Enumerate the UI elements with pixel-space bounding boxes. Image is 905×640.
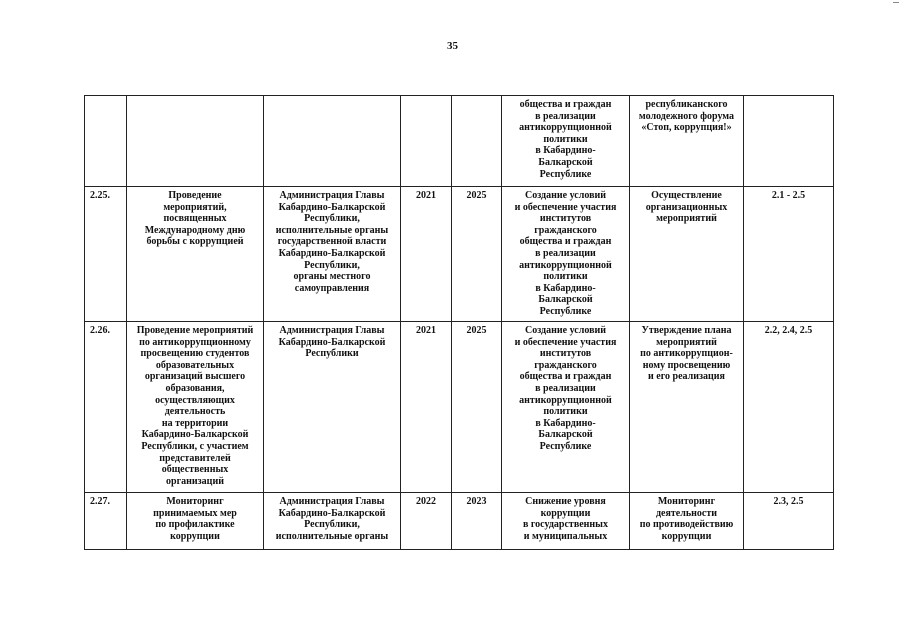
event-cell: Проведение мероприятий по антикоррупционному просвещению студентов образовательных организаций высшего образования, осуществляющих деятельность на территории Кабардино-Балкарской Республики, с участием представителей общественных организаций xyxy=(127,322,264,493)
table-row xyxy=(85,493,834,550)
end-year-cell: 2023 xyxy=(452,493,502,550)
event-cell: Проведение мероприятий, посвященных Международному дню борьбы с коррупцией xyxy=(127,187,264,322)
executor-cell: Администрация Главы Кабардино-Балкарской Республики, исполнительные органы xyxy=(264,493,401,550)
result-cell: Мониторинг деятельности по противодействию коррупции xyxy=(630,493,744,550)
row-number xyxy=(85,96,127,187)
goal-cell: Создание условий и обеспечение участия институтов гражданского общества и граждан в реализации антикоррупционной политики в Кабардино- Балкарской Республике xyxy=(502,322,630,493)
event-cell: Мониторинг принимаемых мер по профилактике коррупции xyxy=(127,493,264,550)
event-cell xyxy=(127,96,264,187)
indicator-cell: 2.2, 2.4, 2.5 xyxy=(744,322,834,493)
end-year-cell xyxy=(452,96,502,187)
table-row xyxy=(85,322,834,493)
indicator-cell: 2.3, 2.5 xyxy=(744,493,834,550)
row-number: 2.25. xyxy=(85,187,127,322)
start-year-cell: 2022 xyxy=(401,493,452,550)
indicator-cell xyxy=(744,96,834,187)
goal-cell: общества и граждан в реализации антикоррупционной политики в Кабардино- Балкарской Республике xyxy=(502,96,630,187)
start-year-cell: 2021 xyxy=(401,187,452,322)
result-cell: Осуществление организационных мероприятий xyxy=(630,187,744,322)
table-row xyxy=(85,187,834,322)
result-cell: республиканского молодежного форума «Стоп, коррупция!» xyxy=(630,96,744,187)
start-year-cell: 2021 xyxy=(401,322,452,493)
row-number: 2.27. xyxy=(85,493,127,550)
indicator-cell: 2.1 - 2.5 xyxy=(744,187,834,322)
executor-cell xyxy=(264,96,401,187)
table-row xyxy=(85,96,834,187)
page-number: 35 xyxy=(447,40,458,52)
goal-cell: Снижение уровня коррупции в государственных и муниципальных xyxy=(502,493,630,550)
goal-cell: Создание условий и обеспечение участия институтов гражданского общества и граждан в реализации антикоррупционной политики в Кабардино- Балкарской Республике xyxy=(502,187,630,322)
executor-cell: Администрация Главы Кабардино-Балкарской Республики xyxy=(264,322,401,493)
end-year-cell: 2025 xyxy=(452,322,502,493)
row-number: 2.26. xyxy=(85,322,127,493)
end-year-cell: 2025 xyxy=(452,187,502,322)
anticorruption-plan-table xyxy=(84,95,834,550)
start-year-cell xyxy=(401,96,452,187)
scan-mark xyxy=(893,2,899,3)
executor-cell: Администрация Главы Кабардино-Балкарской Республики, исполнительные органы государственной власти Кабардино-Балкарской Республики, органы местного самоуправления xyxy=(264,187,401,322)
result-cell: Утверждение плана мероприятий по антикоррупцион- ному просвещению и его реализация xyxy=(630,322,744,493)
